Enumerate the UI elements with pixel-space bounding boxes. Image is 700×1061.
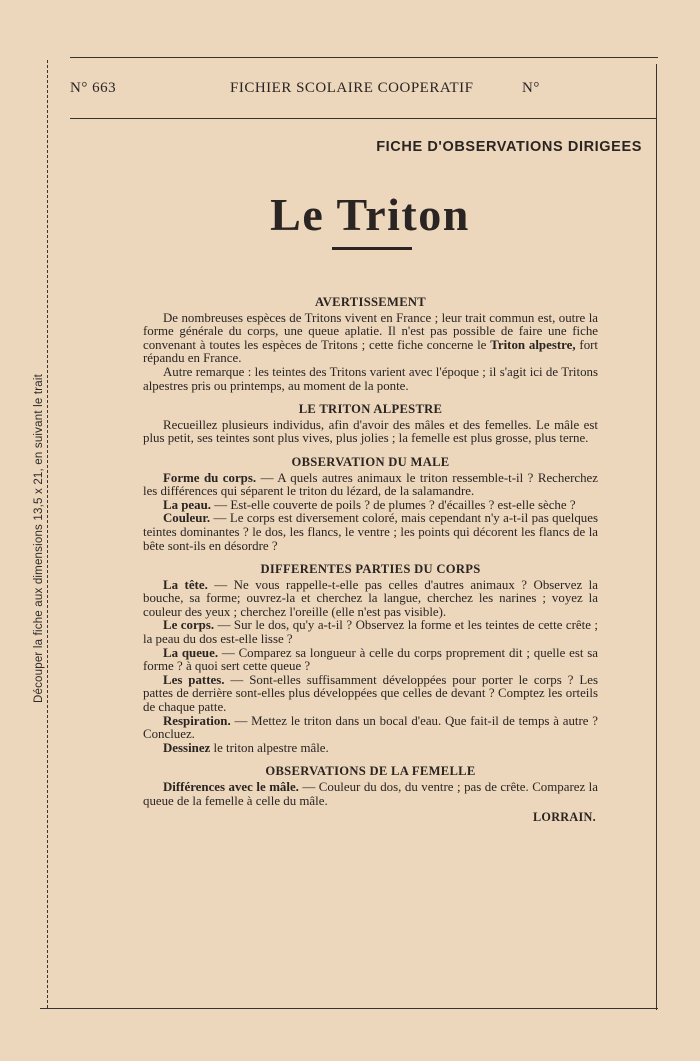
item-text: — Mettez le triton dans un bocal d'eau. Que fait-il de temps à autre ? Concluez. [143, 713, 598, 742]
fiche-number: N° 663 [70, 80, 117, 96]
item-label: Couleur. [163, 511, 211, 526]
item-label: La peau. [163, 497, 211, 512]
item-label: Les pattes. [163, 672, 225, 687]
fiche-content [143, 296, 598, 825]
item-label: Différences avec le mâle. [163, 780, 299, 794]
item-text: — Comparez sa longueur à celle du corps proprement dit ; quelle est sa forme ? à quoi sert cette queue ? [143, 645, 598, 674]
cut-line [47, 60, 48, 1008]
text: fort répandu en France. [143, 337, 599, 366]
list-item [143, 472, 598, 499]
list-item [143, 674, 598, 715]
item-text: — Sont-elles suffisamment développées pour porter le corps ? Les pattes de derrière sont-elles plus développées que celles de devant ? Comptez les orteils de chaque patte. [143, 672, 598, 715]
list-item [143, 715, 598, 742]
title-underline [332, 247, 412, 250]
list-item [143, 781, 598, 808]
paragraph [143, 312, 598, 366]
item-text: — Couleur du dos, du ventre ; pas de crête. Comparez la queue de la femelle à celle du mâle. [143, 780, 598, 808]
item-text: — Le corps est diversement coloré, mais cependant n'y a-t-il pas quelques teintes dominantes ? le dos, les flancs, le ventre ; les points qui décorent les flancs de la bête sont-ils en désordre ? [143, 511, 598, 553]
item-text: — A quels autres animaux le triton ressemble-t-il ? Recherchez les différences qui séparent le triton du lézard, de la salamandre. [143, 470, 598, 499]
section-title-alpestre: LE TRITON ALPESTRE [298, 402, 443, 417]
section-title-parties: DIFFERENTES PARTIES DU CORPS [260, 562, 481, 577]
item-label: Dessinez [163, 740, 211, 755]
item-label: La queue. [163, 645, 219, 660]
list-item [143, 579, 598, 620]
frame-right-border [656, 64, 657, 1010]
item-label: Forme du corps. [163, 470, 257, 485]
item-label: Le corps. [163, 618, 215, 633]
list-item [143, 499, 598, 513]
item-label: La tête. [163, 577, 208, 592]
item-text: — Est-elle couverte de poils ? de plumes ? d'écailles ? est-elle sèche ? [211, 497, 576, 512]
text: De nombreuses espèces de Tritons vivent en France ; leur trait commun est, outre la forme générale du corps, une queue aplatie. Il n'est pas possible de faire une fiche convenant à toutes les espèces de Tritons ; cette fiche concerne le [143, 310, 598, 352]
list-item [143, 647, 598, 674]
list-item [143, 742, 598, 756]
list-item [143, 512, 598, 553]
bold-text: Triton alpestre, [490, 337, 576, 352]
header-title: FICHIER SCOLAIRE COOPERATIF [230, 80, 474, 96]
section-title-avertissement: AVERTISSEMENT [314, 295, 426, 309]
section-title-femelle: OBSERVATIONS DE LA FEMELLE [265, 764, 476, 779]
item-label: Respiration. [163, 713, 231, 728]
item-text: — Sur le dos, qu'y a-t-il ? Observez la forme et les teintes de cette crête ; la peau du dos est-elle lisse ? [143, 618, 598, 647]
paragraph: Autre remarque : les teintes des Tritons varient avec l'époque ; il s'agit ici de Tritons alpestres pris ou printemps, au moment de la ponte. [143, 364, 598, 393]
frame-top-border [70, 57, 658, 58]
fiche-number-right: N° [522, 80, 540, 96]
paragraph: Recueillez plusieurs individus, afin d'avoir des mâles et des femelles. Le mâle est plus petit, ses teintes sont plus vives, plus jolies ; la femelle est plus grosse, plus terne. [143, 417, 598, 446]
cut-instruction: Découper la fiche aux dimensions 13,5 x 21, en suivant le trait [33, 373, 45, 703]
list-item [143, 619, 598, 646]
header-rule [70, 118, 656, 119]
item-text: — Ne vous rappelle-t-elle pas celles d'autres animaux ? Observez la bouche, sa forme; ouvrez-la et cherchez la langue, cherchez les narines ; voyez la couleur des yeux ; cherchez l'oreille (elle n'est pas visible). [143, 577, 598, 619]
section-title-male: OBSERVATION DU MALE [291, 454, 450, 469]
author-signature: LORRAIN. [532, 810, 596, 825]
page-title: Le Triton [270, 189, 470, 240]
fiche-type: FICHE D'OBSERVATIONS DIRIGEES [376, 139, 642, 155]
item-text: le triton alpestre mâle. [210, 740, 329, 755]
frame-bottom-border [40, 1008, 658, 1009]
